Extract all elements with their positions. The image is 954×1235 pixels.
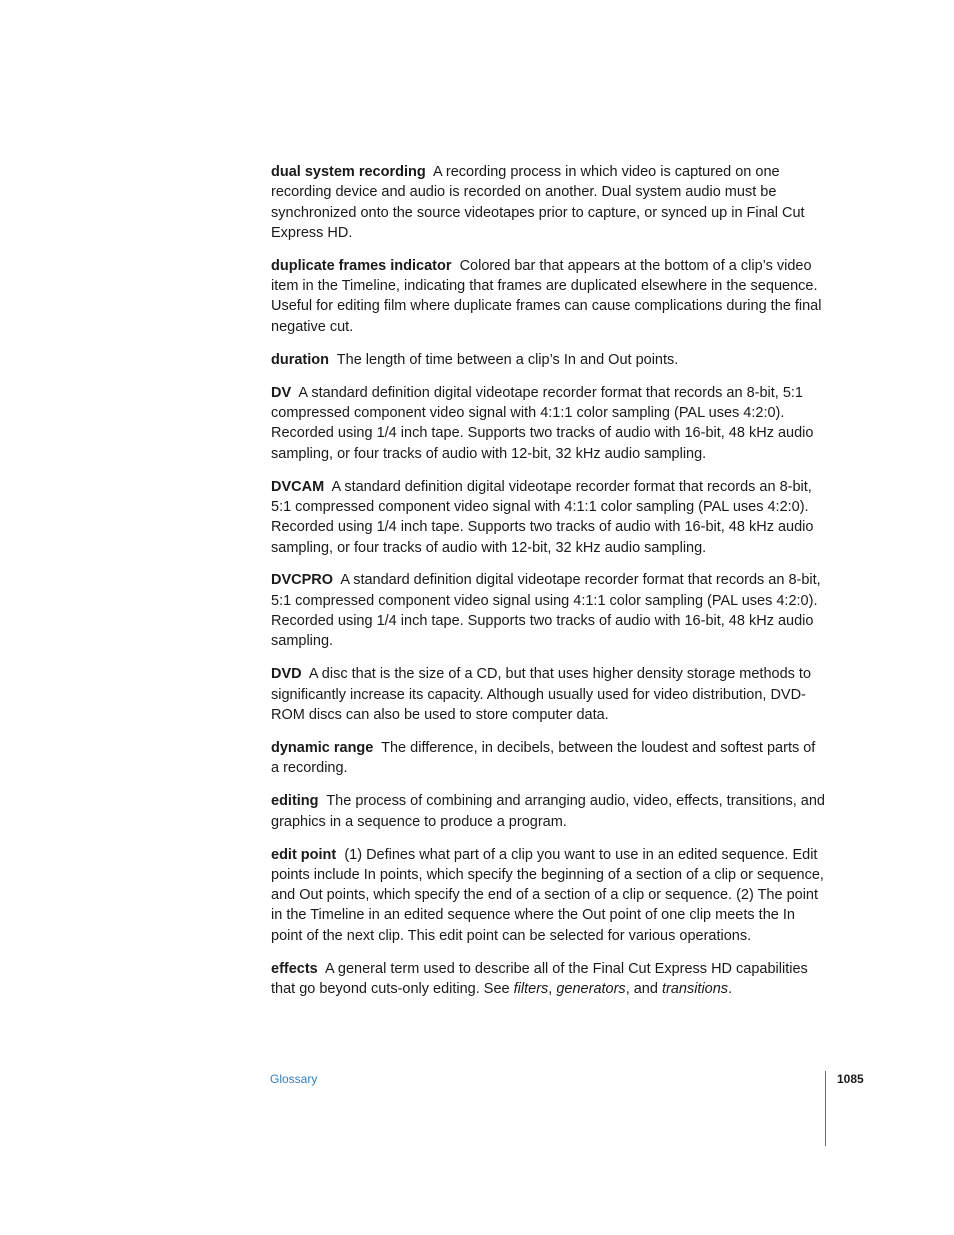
glossary-term: editing: [271, 793, 319, 810]
footer-section-label: Glossary: [270, 1072, 318, 1086]
glossary-definition: Colored bar that appears at the bottom of a clip’s video item in the Timeline, indicating that frames are duplicated elsewhere in the sequence. Useful for editing film where duplicate frames can cause complications during the final negative cut.: [271, 257, 822, 335]
glossary-definition: A disc that is the size of a CD, but that uses higher density storage methods to significantly increase its capacity. Although usually used for video distribution, DVD-ROM discs can also be used to store computer data.: [271, 666, 812, 723]
glossary-entry: [271, 845, 827, 946]
glossary-term: edit point: [271, 846, 337, 863]
glossary-term: DV: [271, 384, 292, 401]
glossary-content: [271, 162, 827, 1012]
page-number: 1085: [837, 1072, 864, 1086]
glossary-entry: [271, 383, 827, 464]
cross-reference-generators: generators: [556, 980, 626, 997]
glossary-entry: [271, 738, 827, 779]
glossary-definition: A standard definition digital videotape recorder format that records an 8-bit, 5:1 compressed component video signal with 4:1:1 color sampling (PAL uses 4:2:0). Recorded using 1/4 inch tape. Supports two tracks of audio with 16-bit, 48 kHz audio sampling, or four tracks of audio with 12-bit, 32 kHz audio sampling.: [271, 384, 814, 462]
glossary-definition: A general term used to describe all of the Final Cut Express HD capabilities that go beyond cuts-only editing. See: [271, 960, 808, 997]
glossary-term: duration: [271, 351, 329, 368]
glossary-term: DVD: [271, 666, 302, 683]
glossary-entry-effects: [271, 959, 827, 1000]
glossary-entry: [271, 350, 827, 370]
glossary-entry: [271, 664, 827, 725]
glossary-term: DVCPRO: [271, 572, 334, 589]
footer-divider: [825, 1071, 826, 1146]
glossary-entry: [271, 570, 827, 651]
glossary-entry: [271, 162, 827, 243]
glossary-term: duplicate frames indicator: [271, 257, 452, 274]
glossary-definition: (1) Defines what part of a clip you want to use in an edited sequence. Edit points include In points, which specify the beginning of a section of a clip or sequence, and Out points, which specify the end of a section of a clip or sequence. (2) The point in the Timeline in an edited sequence where the Out point of one clip meets the In point of the next clip. This edit point can be selected for various operations.: [271, 846, 824, 944]
glossary-entry: [271, 477, 827, 558]
glossary-term: DVCAM: [271, 478, 325, 495]
glossary-entry: [271, 791, 827, 832]
glossary-term: effects: [271, 960, 318, 977]
reference-separator: , and: [625, 980, 658, 997]
reference-separator: ,: [548, 980, 553, 997]
cross-reference-filters: filters: [513, 980, 549, 997]
glossary-definition: The process of combining and arranging audio, video, effects, transitions, and graphics in a sequence to produce a program.: [271, 793, 825, 830]
glossary-definition: The difference, in decibels, between the loudest and softest parts of a recording.: [271, 739, 816, 777]
glossary-term: dual system recording: [271, 164, 426, 180]
reference-end: .: [728, 980, 733, 997]
cross-reference-transitions: transitions: [661, 980, 729, 997]
glossary-definition: A standard definition digital videotape recorder format that records an 8-bit, 5:1 compressed component video signal using 4:1:1 color sampling (PAL uses 4:2:0). Recorded using 1/4 inch tape. Supports two tracks of audio with 16-bit, 48 kHz audio sampling.: [271, 572, 821, 650]
glossary-term: dynamic range: [271, 739, 374, 756]
glossary-entry: [271, 256, 827, 337]
glossary-definition: The length of time between a clip’s In and Out points.: [336, 351, 679, 368]
glossary-definition: A standard definition digital videotape recorder format that records an 8-bit, 5:1 compressed component video signal with 4:1:1 color sampling (PAL uses 4:2:0). Recorded using 1/4 inch tape. Supports two tracks of audio with 16-bit, 48 kHz audio sampling, or four tracks of audio with 12-bit, 32 kHz audio sampling.: [271, 478, 814, 556]
glossary-definition: A recording process in which video is captured on one recording device and audio is recorded on another. Dual system audio must be synchronized onto the source videotapes prior to capture, or synced up in Final Cut Express HD.: [271, 164, 805, 241]
